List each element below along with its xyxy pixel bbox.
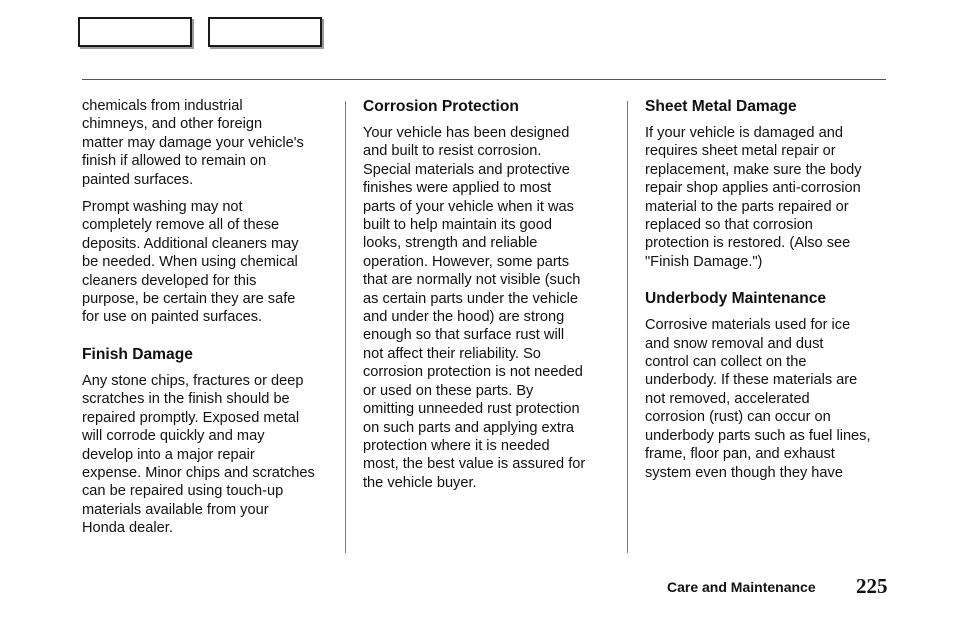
text-line: Your vehicle has been designed xyxy=(363,125,570,141)
text-line: finish if allowed to remain on xyxy=(82,153,267,170)
text-line: or used on these parts. By xyxy=(363,382,534,399)
column-left xyxy=(82,97,337,547)
text-line: and built to resist corrosion. xyxy=(363,143,542,160)
text-line: for use on painted surfaces. xyxy=(82,309,263,326)
text-line: expense. Minor chips and scratches xyxy=(82,464,315,481)
paragraph xyxy=(82,97,337,189)
text-line: and under the hood) are strong xyxy=(363,309,565,326)
text-line: control can collect on the xyxy=(645,354,807,371)
text-line: not affect their reliability. So xyxy=(363,345,541,362)
text-line: requires sheet metal repair or xyxy=(645,143,836,160)
text-line: enough so that surface rust will xyxy=(363,327,565,344)
text-line: repair shop applies anti-corrosion xyxy=(645,180,861,197)
text-line: that are normally not visible (such xyxy=(363,272,581,289)
nav-button-previous[interactable] xyxy=(78,17,192,47)
text-line: corrosion protection is not needed xyxy=(363,364,583,381)
column-right xyxy=(645,97,897,491)
text-line: materials available from your xyxy=(82,501,269,518)
text-line: painted surfaces. xyxy=(82,171,194,188)
section-heading-finish-damage: Finish Damage xyxy=(82,345,193,363)
paragraph xyxy=(82,198,337,327)
page-number: 225 xyxy=(856,574,888,598)
text-line: protection is restored. (Also see xyxy=(645,235,851,252)
text-line: system even though they have xyxy=(645,464,843,481)
text-line: repaired promptly. Exposed metal xyxy=(82,409,300,426)
nav-button-next[interactable] xyxy=(208,17,322,47)
text-line: Honda dealer. xyxy=(82,520,173,537)
text-line: and snow removal and dust xyxy=(645,335,824,352)
text-line: can be repaired using touch-up xyxy=(82,483,284,500)
text-line: operation. However, some parts xyxy=(363,253,570,270)
text-line: corrosion (rust) can occur on xyxy=(645,409,831,426)
text-line: Prompt washing may not xyxy=(82,199,243,216)
text-line: cleaners developed for this xyxy=(82,272,257,289)
text-line: not removed, accelerated xyxy=(645,390,810,407)
text-line: chemicals from industrial xyxy=(82,98,243,114)
text-line: If your vehicle is damaged and xyxy=(645,125,843,141)
text-line: frame, floor pan, and exhaust xyxy=(645,446,835,463)
text-line: as certain parts under the vehicle xyxy=(363,290,578,307)
text-line: develop into a major repair xyxy=(82,446,255,463)
text-line: finishes were applied to most xyxy=(363,180,552,197)
text-line: completely remove all of these xyxy=(82,217,280,234)
text-line: the vehicle buyer. xyxy=(363,474,477,491)
text-line: parts of your vehicle when it was xyxy=(363,198,574,215)
text-line: underbody parts such as fuel lines, xyxy=(645,427,871,444)
text-line: most, the best value is assured for xyxy=(363,456,586,473)
text-line: replaced so that corrosion xyxy=(645,217,813,234)
text-line: Special materials and protective xyxy=(363,161,570,178)
header-divider xyxy=(82,79,886,80)
text-line: protection where it is needed xyxy=(363,437,550,454)
text-line: purpose, be certain they are safe xyxy=(82,291,296,308)
text-line: Any stone chips, fractures or deep xyxy=(82,372,304,389)
text-line: will corrode quickly and may xyxy=(82,428,265,445)
section-heading-corrosion-protection: Corrosion Protection xyxy=(363,98,519,115)
text-line: chimneys, and other foreign xyxy=(82,116,263,133)
text-line: Corrosive materials used for ice xyxy=(645,317,851,334)
text-line: "Finish Damage.") xyxy=(645,253,763,270)
footer-section-title: Care and Maintenance xyxy=(667,579,816,595)
text-line: scratches in the finish should be xyxy=(82,391,290,408)
paragraph xyxy=(645,124,897,271)
text-line: on such parts and applying extra xyxy=(363,419,574,436)
paragraph xyxy=(82,372,337,538)
column-divider xyxy=(345,101,346,553)
column-middle xyxy=(363,97,615,501)
text-line: looks, strength and reliable xyxy=(363,235,538,252)
text-line: deposits. Additional cleaners may xyxy=(82,235,299,252)
text-line: omitting unneeded rust protection xyxy=(363,401,580,418)
paragraph xyxy=(645,316,897,482)
section-heading-sheet-metal-damage: Sheet Metal Damage xyxy=(645,98,797,115)
text-line: material to the parts repaired or xyxy=(645,198,849,215)
text-line: underbody. If these materials are xyxy=(645,372,858,389)
text-line: matter may damage your vehicle's xyxy=(82,134,304,151)
section-heading-underbody-maintenance: Underbody Maintenance xyxy=(645,290,827,308)
text-line: replacement, make sure the body xyxy=(645,161,862,178)
text-line: be needed. When using chemical xyxy=(82,254,298,271)
column-divider xyxy=(627,101,628,553)
text-line: built to help maintain its good xyxy=(363,217,553,234)
paragraph xyxy=(363,124,615,492)
